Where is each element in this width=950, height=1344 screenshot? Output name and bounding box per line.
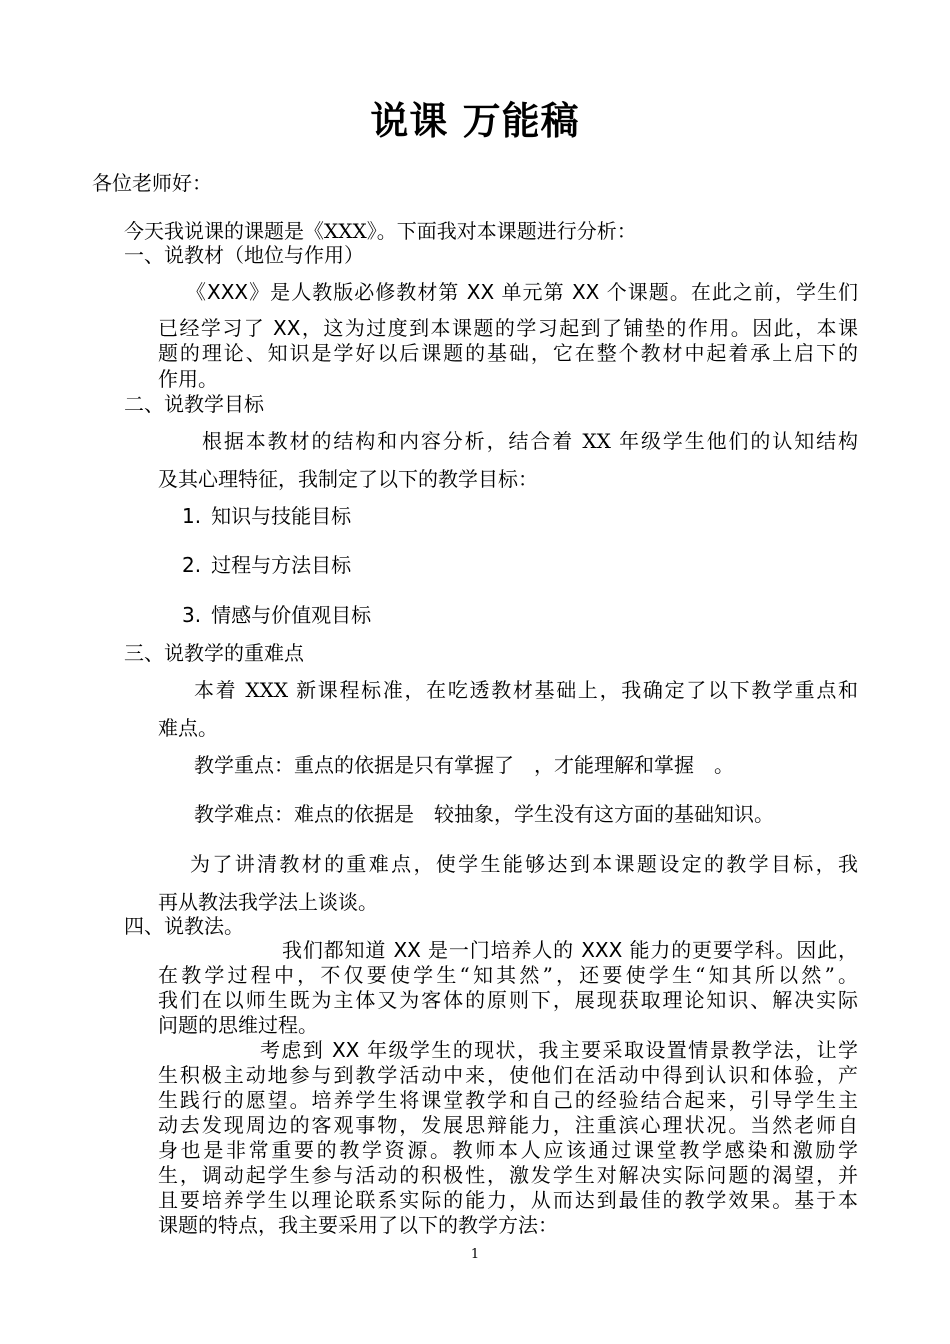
section-heading-1: 一、说教材（地位与作用） [124,243,364,267]
key-point-line: 教学重点：重点的依据是只有掌握了 ，才能理解和掌握 。 [194,753,734,777]
section-1-line: 《XXX》是人教版必修教材第 XX 单元第 XX 个课题。在此之前，学生们 [186,280,858,304]
section-2-line: 根据本教材的结构和内容分析，结合着 XX 年级学生他们的认知结构 [202,429,858,453]
goal-text: 知识与技能目标 [211,504,352,528]
section-heading-4: 四、说教法。 [124,914,244,938]
section-1-line: 已经学习了 XX，这为过度到本课题的学习起到了铺垫的作用。因此，本课 [158,316,858,340]
section-1-line: 题的理论、知识是学好以后课题的基础，它在整个教材中起着承上启下的 [158,341,858,365]
section-4-line: 在教学过程中，不仅要使学生“知其然”，还要使学生“知其所以然”。 [158,963,858,987]
goal-item [182,503,351,529]
section-3-line: 本着 XXX 新课程标准，在吃透教材基础上，我确定了以下教学重点和 [194,678,858,702]
section-4-line: 身也是非常重要的教学资源。教师本人应该通过课堂教学感染和激励学 [158,1138,858,1162]
goal-item [182,602,371,628]
goal-item [182,552,351,578]
section-2-line: 及其心理特征，我制定了以下的教学目标： [158,467,538,491]
goal-number: 1. [182,504,202,528]
section-4-line: 生积极主动地参与到教学活动中来，使他们在活动中得到认识和体验，产 [158,1063,858,1087]
section-4-line: 问题的思维过程。 [158,1013,318,1037]
section-4-line: 且要培养学生以理论联系实际的能力，从而达到最佳的教学效果。基于本 [158,1188,858,1212]
section-4-line: 我们都知道 XX 是一门培养人的 XXX 能力的更要学科。因此， [282,938,858,962]
intro-paragraph: 今天我说课的课题是《XXX》。下面我对本课题进行分析： [124,219,637,243]
section-1-line: 作用。 [158,367,218,391]
section-3-line: 难点。 [158,716,218,740]
goal-number: 2. [182,553,202,577]
page-number: 1 [470,1247,480,1262]
greeting: 各位老师好： [92,171,212,195]
section-4-line: 考虑到 XX 年级学生的现状，我主要采取设置情景教学法，让学 [260,1038,858,1062]
section-4-line: 我们在以师生既为主体又为客体的原则下，展现获取理论知识、解决实际 [158,988,858,1012]
goal-number: 3. [182,603,202,627]
difficult-point-line: 教学难点：难点的依据是 较抽象，学生没有这方面的基础知识。 [194,802,774,826]
section-heading-3: 三、说教学的重难点 [124,641,304,665]
goal-text: 过程与方法目标 [211,553,352,577]
section-4-line: 动去发现周边的客观事物，发展思辩能力，注重滨心理状况。当然老师自 [158,1113,858,1137]
section-3-line: 为了讲清教材的重难点，使学生能够达到本课题设定的教学目标，我 [190,852,858,876]
document-title: 说课 万能稿 [370,98,580,143]
section-heading-2: 二、说教学目标 [124,392,264,416]
goal-text: 情感与价值观目标 [211,603,372,627]
section-3-line: 再从教法我学法上谈谈。 [158,890,378,914]
section-4-line: 生，调动起学生参与活动的积极性，激发学生对解决实际问题的渴望，并 [158,1163,858,1187]
section-4-line: 生践行的愿望。培养学生将课堂教学和自己的经验结合起来，引导学生主 [158,1088,858,1112]
section-4-line: 课题的特点，我主要采用了以下的教学方法： [158,1213,558,1237]
